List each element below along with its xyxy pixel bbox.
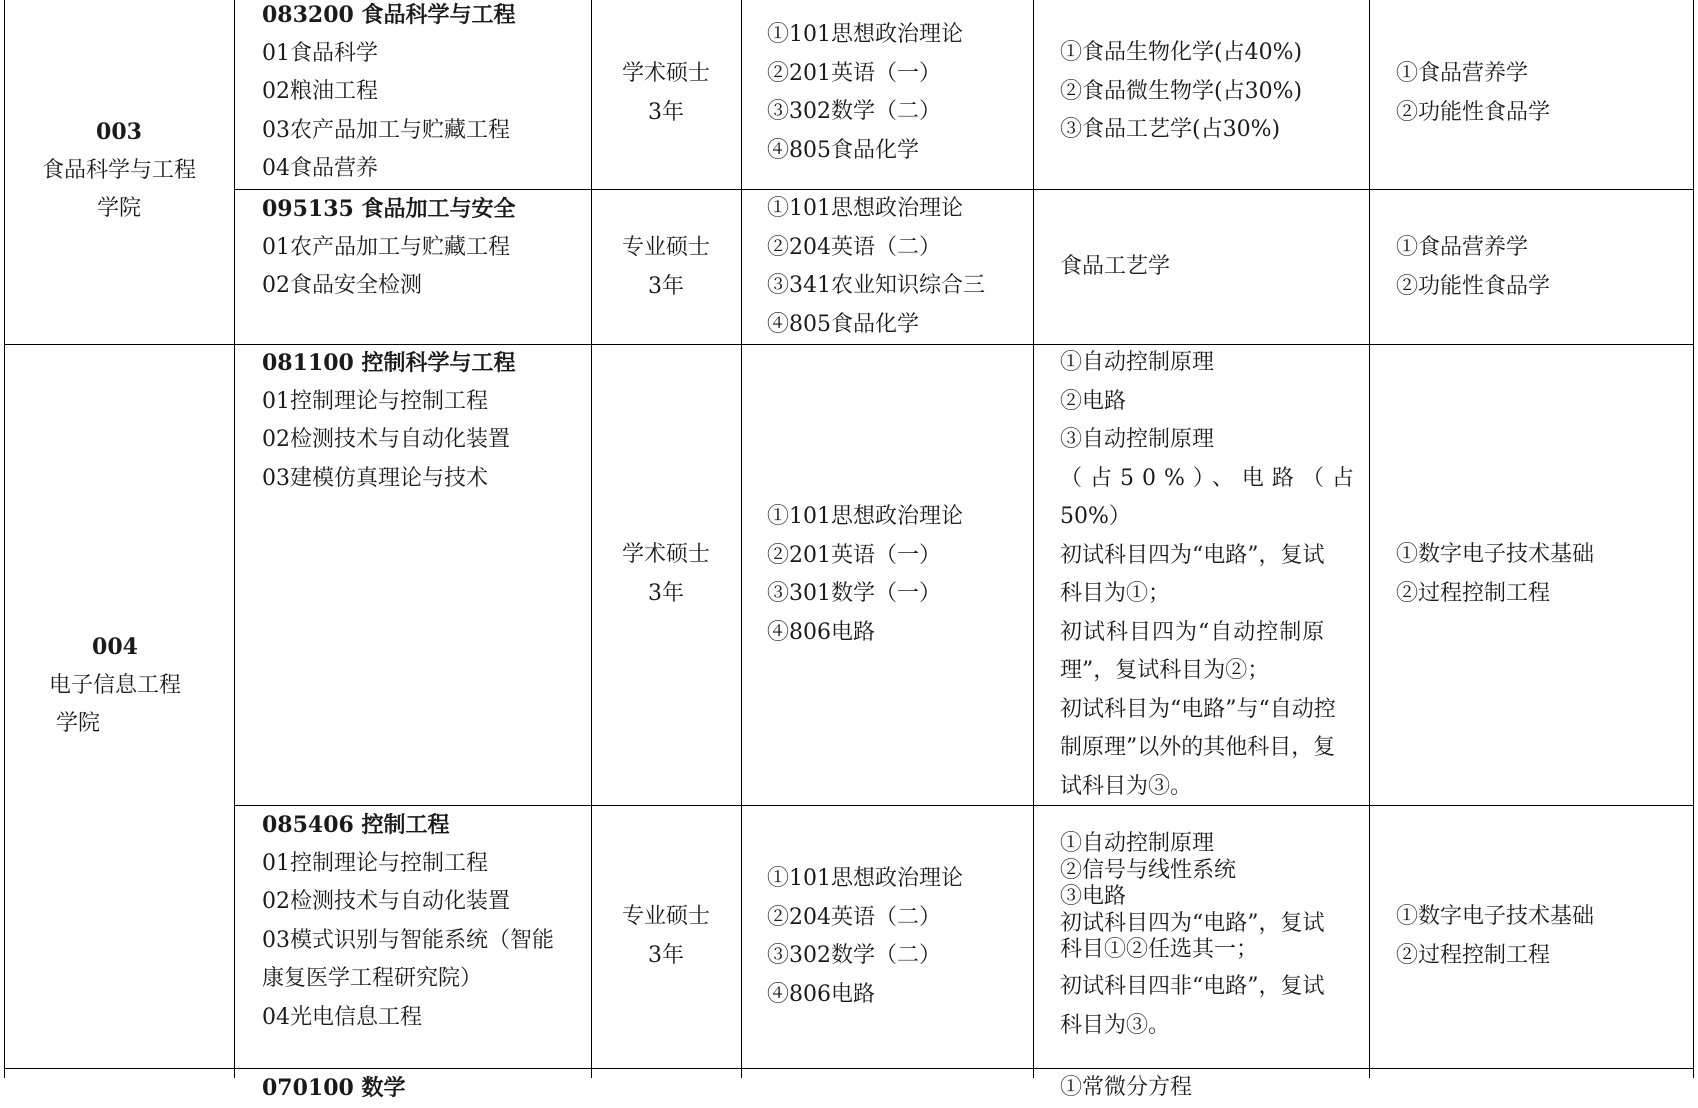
exam-subject: ④806电路 [767,981,875,1007]
retest-subject: ①自动控制原理 [1060,350,1215,375]
extra-subjects-cell [1396,55,1550,132]
retest-subjects-cell [1060,831,1325,964]
exam-subjects-cell [767,498,963,652]
retest-rule-text: 理”，复试科目为②； [1060,658,1270,683]
exam-subject: ②201英语（一） [767,60,941,86]
extra-subject: ②功能性食品学 [1396,273,1551,299]
retest-rule-text: 科目为①； [1060,581,1171,606]
study-duration: 3年 [648,273,684,299]
research-direction: 03农产品加工与贮藏工程 [262,117,510,143]
extra-subjects-cell [1396,898,1594,975]
exam-subject: ③302数学（二） [767,943,941,968]
extra-subjects-cell [1396,536,1594,613]
retest-rule-text: 初试科目四为“电路”，复试 [1060,910,1325,936]
table-border-right [1693,0,1694,1078]
college-name-line: 食品科学与工程 [41,157,196,183]
retest-subjects-cell [1060,248,1170,287]
retest-rule-text: 初试科目四为“自动控制原 [1060,619,1326,645]
exam-subject: ④805食品化学 [767,311,919,337]
research-direction: 01控制理论与控制工程 [262,850,488,876]
research-direction: 02检测技术与自动化装置 [262,427,510,452]
retest-subject: ③电路 [1060,884,1127,909]
research-direction: 01食品科学 [262,40,378,66]
research-direction: 02粮油工程 [262,79,378,104]
research-direction: 03模式识别与智能系统（智能 [262,927,554,953]
research-direction: 02检测技术与自动化装置 [262,889,510,914]
degree-type: 专业硕士 [621,904,710,929]
research-direction: 01农产品加工与贮藏工程 [262,234,510,260]
retest-rule-text: 初试科目四为“电路”，复试 [1060,542,1325,568]
retest-weight-note: （占50%）、电路（占 [1060,465,1362,491]
retest-subject: ①常微分方程 [1060,1075,1193,1100]
extra-subjects-cell [1396,229,1550,306]
retest-subject: ③食品工艺学(占30%) [1060,117,1281,142]
study-duration: 3年 [648,99,684,125]
degree-type: 学术硕士 [621,542,710,567]
research-direction: 01控制理论与控制工程 [262,388,488,414]
retest-subjects-tail [1060,968,1325,1045]
retest-rule-text: 初试科目四非“电路”，复试 [1060,974,1325,999]
degree-cell [591,536,741,613]
extra-subject: ①食品营养学 [1396,61,1529,86]
exam-subject: ③341农业知识综合三 [767,273,985,298]
major-cell [262,190,516,306]
major-heading: 083200 食品科学与工程 [262,2,516,28]
exam-subject: ④806电路 [767,619,875,645]
extra-subject: ②过程控制工程 [1396,942,1551,968]
retest-weight-note: 50%） [1060,504,1131,529]
column-divider [1033,0,1034,1078]
research-direction: 02食品安全检测 [262,273,422,298]
section-divider [4,344,1694,345]
extra-subject: ①食品营养学 [1396,235,1529,260]
research-direction: 04光电信息工程 [262,1004,422,1030]
retest-rule-text: 科目①②任选其一； [1060,937,1259,962]
exam-subject: ②204英语（二） [767,234,941,260]
major-heading: 081100 控制科学与工程 [262,350,516,376]
retest-subject: ①自动控制原理 [1060,831,1215,856]
column-divider [1369,0,1370,1078]
extra-subject: ①数字电子技术基础 [1396,542,1595,567]
retest-subject: 食品工艺学 [1060,254,1171,279]
exam-subject: ①101思想政治理论 [767,22,963,47]
research-direction: 康复医学工程研究院） [262,966,483,991]
major-heading: 070100 数学 [262,1075,406,1101]
extra-subject: ②过程控制工程 [1396,580,1551,606]
exam-subject: ②201英语（一） [767,542,941,568]
study-duration: 3年 [648,580,684,606]
retest-subjects-cell [1060,344,1362,806]
retest-subject: ②电路 [1060,388,1127,414]
major-cell [262,0,516,189]
retest-rule-text: 制原理”以外的其他科目，复 [1060,735,1336,760]
degree-cell [591,898,741,975]
retest-rule-text: 科目为③。 [1060,1012,1171,1038]
degree-cell [591,55,741,132]
college-name-line: 学院 [96,196,141,221]
exam-subjects-cell [767,16,963,170]
college-cell [40,628,190,744]
column-divider [234,0,235,1078]
exam-subject: ③302数学（二） [767,99,941,124]
college-cell [4,113,234,229]
section-divider [4,1068,1694,1069]
retest-rule-text: 初试科目为“电路”与“自动控 [1060,696,1336,722]
degree-type: 学术硕士 [621,61,710,86]
degree-type: 专业硕士 [621,235,710,260]
retest-subjects-partial [1060,1069,1192,1108]
major-cell-partial [262,1069,406,1108]
major-cell [262,344,516,498]
exam-subject: ①101思想政治理论 [767,866,963,891]
major-cell [262,806,554,1037]
major-heading: 085406 控制工程 [262,812,450,838]
retest-subject: ③自动控制原理 [1060,427,1215,452]
extra-subject: ①数字电子技术基础 [1396,904,1595,929]
major-heading: 095135 食品加工与安全 [262,196,516,222]
extra-subject: ②功能性食品学 [1396,99,1551,125]
research-direction: 04食品营养 [262,156,378,181]
exam-subject: ①101思想政治理论 [767,504,963,529]
retest-subject: ①食品生物化学(占40%) [1060,40,1303,65]
research-direction: 03建模仿真理论与技术 [262,465,488,491]
college-code: 003 [96,119,142,145]
column-divider [741,0,742,1078]
retest-subject: ②信号与线性系统 [1060,857,1237,883]
exam-subject: ①101思想政治理论 [767,196,963,221]
retest-subjects-cell [1060,34,1302,150]
study-duration: 3年 [648,942,684,968]
degree-cell [591,229,741,306]
exam-subjects-cell [767,190,985,344]
exam-subjects-cell [767,860,963,1014]
retest-rule-text: 试科目为③。 [1060,773,1193,799]
exam-subject: ②204英语（二） [767,904,941,930]
college-code: 004 [92,634,138,660]
exam-subject: ③301数学（一） [767,581,941,606]
retest-subject: ②食品微生物学(占30%) [1060,78,1303,104]
college-name-line: 学院 [56,711,101,736]
college-name-line: 电子信息工程 [48,672,181,698]
exam-subject: ④805食品化学 [767,137,919,163]
